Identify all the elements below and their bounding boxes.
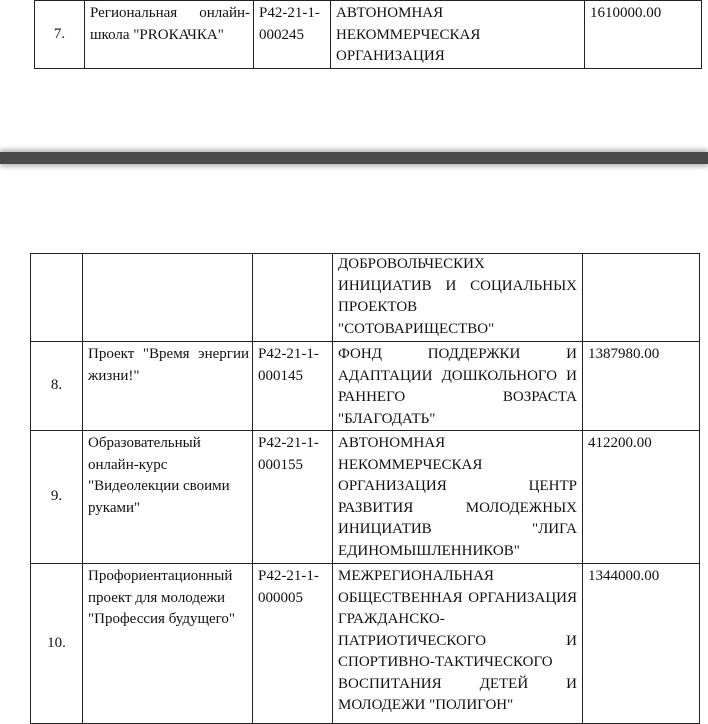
application-id: Р42-21-1-000155 (253, 431, 333, 564)
table-row (35, 1, 702, 69)
grant-amount: 412200.00 (583, 431, 700, 564)
organization-name: АВТОНОМНАЯ НЕКОММЕРЧЕСКАЯ ОРГАНИЗАЦИЯ (331, 1, 585, 69)
organization-name: ФОНД ПОДДЕРЖКИ И АДАПТАЦИИ ДОШКОЛЬНОГО И РАННЕГО ВОЗРАСТА "БЛАГОДАТЬ" (333, 342, 583, 431)
table-row (31, 342, 700, 431)
grant-table-page-2 (30, 253, 700, 724)
row-number: 8. (31, 342, 83, 431)
row-number: 9. (31, 431, 83, 564)
project-name: Региональная онлайн-школа "PROКАЧКА" (85, 1, 254, 69)
table-row (31, 564, 700, 724)
application-id: Р42-21-1-000005 (253, 564, 333, 724)
organization-name: ДОБРОВОЛЬЧЕСКИХ ИНИЦИАТИВ И СОЦИАЛЬНЫХ ПРОЕКТОВ "СОТОВАРИЩЕСТВО" (333, 254, 583, 342)
organization-name: АВТОНОМНАЯ НЕКОММЕРЧЕСКАЯ ОРГАНИЗАЦИЯ ЦЕНТР РАЗВИТИЯ МОЛОДЕЖНЫХ ИНИЦИАТИВ "ЛИГА ЕДИНОМЫШЛЕННИКОВ" (333, 431, 583, 564)
project-name: Образовательный онлайн-курс "Видеолекции своими руками" (83, 431, 253, 564)
page-break-gap (0, 152, 708, 164)
table-row-continuation (31, 254, 700, 342)
application-id: Р42-21-1-000245 (254, 1, 331, 69)
grant-table-page-1 (34, 0, 702, 69)
org-cell (331, 0, 585, 1)
grant-amount: 1387980.00 (583, 342, 700, 431)
row-number: 7. (35, 1, 85, 69)
grant-amount: 1610000.00 (585, 1, 702, 69)
application-id: Р42-21-1-000145 (253, 342, 333, 431)
grant-amount: 1344000.00 (583, 564, 700, 724)
project-name: Профориентационный проект для молодежи "Профессия будущего" (83, 564, 253, 724)
organization-name: МЕЖРЕГИОНАЛЬНАЯ ОБЩЕСТВЕННАЯ ОРГАНИЗАЦИЯ ГРАЖДАНСКО-ПАТРИОТИЧЕСКОГО И СПОРТИВНО-ТАКТИЧЕСКОГО ВОСПИТАНИЯ ДЕТЕЙ И МОЛОДЕЖИ "ПОЛИГОН" (333, 564, 583, 724)
project-name: Проект "Время энергии жизни!" (83, 342, 253, 431)
row-number: 10. (31, 564, 83, 724)
table-row (31, 431, 700, 564)
